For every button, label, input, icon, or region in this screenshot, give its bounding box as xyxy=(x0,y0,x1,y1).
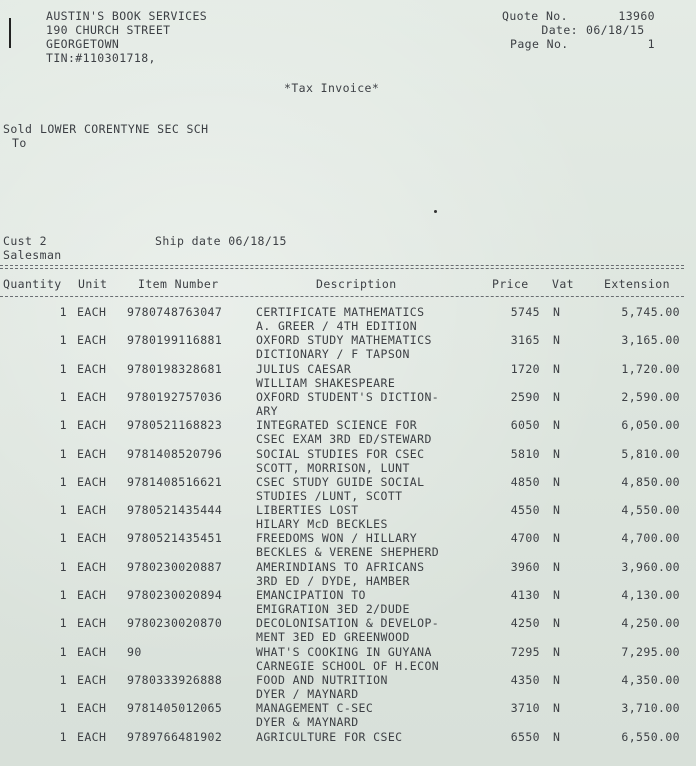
item-description-line2: ARY xyxy=(256,404,278,418)
item-quantity: 1 xyxy=(59,447,67,461)
item-price: 4700 xyxy=(510,531,540,545)
item-extension: 1,720.00 xyxy=(621,362,680,376)
item-number: 9780230020894 xyxy=(127,588,223,602)
item-vat: N xyxy=(553,305,561,319)
item-vat: N xyxy=(553,616,561,630)
item-unit: EACH xyxy=(77,616,107,630)
item-number: 9780333926888 xyxy=(127,673,223,687)
item-price: 2590 xyxy=(510,390,540,404)
seller-city: GEORGETOWN xyxy=(46,37,120,51)
item-unit: EACH xyxy=(77,418,107,432)
item-description-line1: LIBERTIES LOST xyxy=(256,503,359,517)
item-description-line2: BECKLES & VERENE SHEPHERD xyxy=(256,545,440,559)
item-quantity: 1 xyxy=(59,701,67,715)
item-number: 9781405012065 xyxy=(127,701,223,715)
item-unit: EACH xyxy=(77,701,107,715)
item-quantity: 1 xyxy=(59,673,67,687)
item-number: 9780192757036 xyxy=(127,390,223,404)
item-number: 9780230020887 xyxy=(127,560,223,574)
item-description-line1: CERTIFICATE MATHEMATICS xyxy=(256,305,425,319)
customer-number: Cust 2 xyxy=(3,234,47,248)
item-extension: 5,745.00 xyxy=(621,305,680,319)
item-number: 9780199116881 xyxy=(127,333,223,347)
page-number-value: 1 xyxy=(647,37,655,51)
item-unit: EACH xyxy=(77,475,107,489)
item-price: 5810 xyxy=(510,447,540,461)
item-description-line1: JULIUS CAESAR xyxy=(256,362,352,376)
item-vat: N xyxy=(553,447,561,461)
page-number-label: Page No. xyxy=(510,37,569,51)
item-vat: N xyxy=(553,475,561,489)
item-number: 9780521435444 xyxy=(127,503,223,517)
item-vat: N xyxy=(553,673,561,687)
item-description-line2: 3RD ED / DYDE, HAMBER xyxy=(256,574,410,588)
to-label: To xyxy=(12,136,27,150)
item-price: 1720 xyxy=(510,362,540,376)
item-unit: EACH xyxy=(77,333,107,347)
item-description-line2: DICTIONARY / F TAPSON xyxy=(256,347,410,361)
seller-name: AUSTIN'S BOOK SERVICES xyxy=(46,9,208,23)
item-number: 9780521435451 xyxy=(127,531,223,545)
item-quantity: 1 xyxy=(59,560,67,574)
item-number: 9781408516621 xyxy=(127,475,223,489)
header-rule-top xyxy=(0,265,684,266)
item-number: 9781408520796 xyxy=(127,447,223,461)
item-description-line1: EMANCIPATION TO xyxy=(256,588,366,602)
item-description-line1: AGRICULTURE FOR CSEC xyxy=(256,730,403,744)
item-vat: N xyxy=(553,730,561,744)
quote-number-label: Quote No. xyxy=(502,9,568,23)
item-quantity: 1 xyxy=(59,730,67,744)
seller-street: 190 CHURCH STREET xyxy=(46,23,171,37)
item-extension: 4,700.00 xyxy=(621,531,680,545)
item-extension: 6,050.00 xyxy=(621,418,680,432)
item-description-line1: MANAGEMENT C-SEC xyxy=(256,701,374,715)
item-price: 4550 xyxy=(510,503,540,517)
item-extension: 2,590.00 xyxy=(621,390,680,404)
item-quantity: 1 xyxy=(59,645,67,659)
item-number: 9780230020870 xyxy=(127,616,223,630)
item-vat: N xyxy=(553,333,561,347)
item-description-line2: SCOTT, MORRISON, LUNT xyxy=(256,461,410,475)
item-price: 4250 xyxy=(510,616,540,630)
item-extension: 4,850.00 xyxy=(621,475,680,489)
item-number: 9780521168823 xyxy=(127,418,223,432)
item-price: 6050 xyxy=(510,418,540,432)
item-quantity: 1 xyxy=(59,475,67,489)
seller-tin: TIN:#110301718, xyxy=(46,51,156,65)
quote-date-label: Date: xyxy=(541,23,578,37)
header-rule-top-2 xyxy=(0,268,684,269)
sold-label: Sold xyxy=(3,122,33,136)
margin-mark xyxy=(9,18,11,48)
item-extension: 5,810.00 xyxy=(621,447,680,461)
item-description-line1: CSEC STUDY GUIDE SOCIAL xyxy=(256,475,425,489)
item-price: 3165 xyxy=(510,333,540,347)
item-unit: EACH xyxy=(77,503,107,517)
item-unit: EACH xyxy=(77,588,107,602)
item-description-line1: INTEGRATED SCIENCE FOR xyxy=(256,418,418,432)
item-price: 5745 xyxy=(510,305,540,319)
item-description-line2: DYER / MAYNARD xyxy=(256,687,359,701)
item-description-line2: A. GREER / 4TH EDITION xyxy=(256,319,418,333)
item-description-line1: DECOLONISATION & DEVELOP- xyxy=(256,616,440,630)
col-description: Description xyxy=(316,277,397,291)
item-quantity: 1 xyxy=(59,503,67,517)
item-vat: N xyxy=(553,503,561,517)
col-price: Price xyxy=(492,277,529,291)
item-quantity: 1 xyxy=(59,418,67,432)
item-unit: EACH xyxy=(77,730,107,744)
item-quantity: 1 xyxy=(59,305,67,319)
col-item-number: Item Number xyxy=(138,277,219,291)
item-quantity: 1 xyxy=(59,616,67,630)
item-description-line2: WILLIAM SHAKESPEARE xyxy=(256,376,396,390)
item-unit: EACH xyxy=(77,447,107,461)
item-number: 9780748763047 xyxy=(127,305,223,319)
item-extension: 4,130.00 xyxy=(621,588,680,602)
quote-number-value: 13960 xyxy=(618,9,655,23)
header-rule-bottom xyxy=(0,296,684,297)
document-title: *Tax Invoice* xyxy=(284,81,380,95)
paper-speck xyxy=(434,210,437,213)
col-unit: Unit xyxy=(78,277,108,291)
item-vat: N xyxy=(553,418,561,432)
item-price: 3960 xyxy=(510,560,540,574)
item-price: 4130 xyxy=(510,588,540,602)
item-vat: N xyxy=(553,362,561,376)
item-price: 7295 xyxy=(510,645,540,659)
item-description-line2: CSEC EXAM 3RD ED/STEWARD xyxy=(256,432,432,446)
salesman-label: Salesman xyxy=(3,248,62,262)
item-vat: N xyxy=(553,701,561,715)
item-description-line1: FREEDOMS WON / HILLARY xyxy=(256,531,418,545)
item-number: 9780198328681 xyxy=(127,362,223,376)
item-description-line2: STUDIES /LUNT, SCOTT xyxy=(256,489,403,503)
col-vat: Vat xyxy=(552,277,574,291)
item-vat: N xyxy=(553,645,561,659)
item-unit: EACH xyxy=(77,305,107,319)
item-extension: 4,550.00 xyxy=(621,503,680,517)
item-number: 90 xyxy=(127,645,142,659)
item-vat: N xyxy=(553,531,561,545)
item-description-line2: DYER & MAYNARD xyxy=(256,715,359,729)
item-price: 4850 xyxy=(510,475,540,489)
item-quantity: 1 xyxy=(59,531,67,545)
item-unit: EACH xyxy=(77,531,107,545)
col-extension: Extension xyxy=(604,277,670,291)
item-quantity: 1 xyxy=(59,362,67,376)
item-description-line2: CARNEGIE SCHOOL OF H.ECON xyxy=(256,659,440,673)
item-quantity: 1 xyxy=(59,588,67,602)
item-extension: 3,710.00 xyxy=(621,701,680,715)
item-extension: 4,250.00 xyxy=(621,616,680,630)
item-description-line2: MENT 3ED ED GREENWOOD xyxy=(256,630,410,644)
item-unit: EACH xyxy=(77,673,107,687)
item-unit: EACH xyxy=(77,362,107,376)
item-description-line1: OXFORD STUDY MATHEMATICS xyxy=(256,333,432,347)
item-price: 6550 xyxy=(510,730,540,744)
item-price: 4350 xyxy=(510,673,540,687)
item-extension: 3,960.00 xyxy=(621,560,680,574)
item-description-line1: WHAT'S COOKING IN GUYANA xyxy=(256,645,432,659)
item-extension: 7,295.00 xyxy=(621,645,680,659)
item-number: 9789766481902 xyxy=(127,730,223,744)
item-vat: N xyxy=(553,560,561,574)
item-extension: 4,350.00 xyxy=(621,673,680,687)
item-description-line1: OXFORD STUDENT'S DICTION- xyxy=(256,390,440,404)
customer-name: LOWER CORENTYNE SEC SCH xyxy=(40,122,209,136)
item-quantity: 1 xyxy=(59,390,67,404)
item-description-line2: HILARY McD BECKLES xyxy=(256,517,388,531)
item-description-line1: AMERINDIANS TO AFRICANS xyxy=(256,560,425,574)
quote-date-value: 06/18/15 xyxy=(586,23,645,37)
item-vat: N xyxy=(553,390,561,404)
col-quantity: Quantity xyxy=(3,277,62,291)
ship-date: Ship date 06/18/15 xyxy=(155,234,287,248)
item-unit: EACH xyxy=(77,560,107,574)
item-description-line1: SOCIAL STUDIES FOR CSEC xyxy=(256,447,425,461)
item-unit: EACH xyxy=(77,645,107,659)
item-quantity: 1 xyxy=(59,333,67,347)
item-description-line1: FOOD AND NUTRITION xyxy=(256,673,388,687)
item-vat: N xyxy=(553,588,561,602)
item-description-line2: EMIGRATION 3ED 2/DUDE xyxy=(256,602,410,616)
item-price: 3710 xyxy=(510,701,540,715)
item-unit: EACH xyxy=(77,390,107,404)
item-extension: 6,550.00 xyxy=(621,730,680,744)
item-extension: 3,165.00 xyxy=(621,333,680,347)
